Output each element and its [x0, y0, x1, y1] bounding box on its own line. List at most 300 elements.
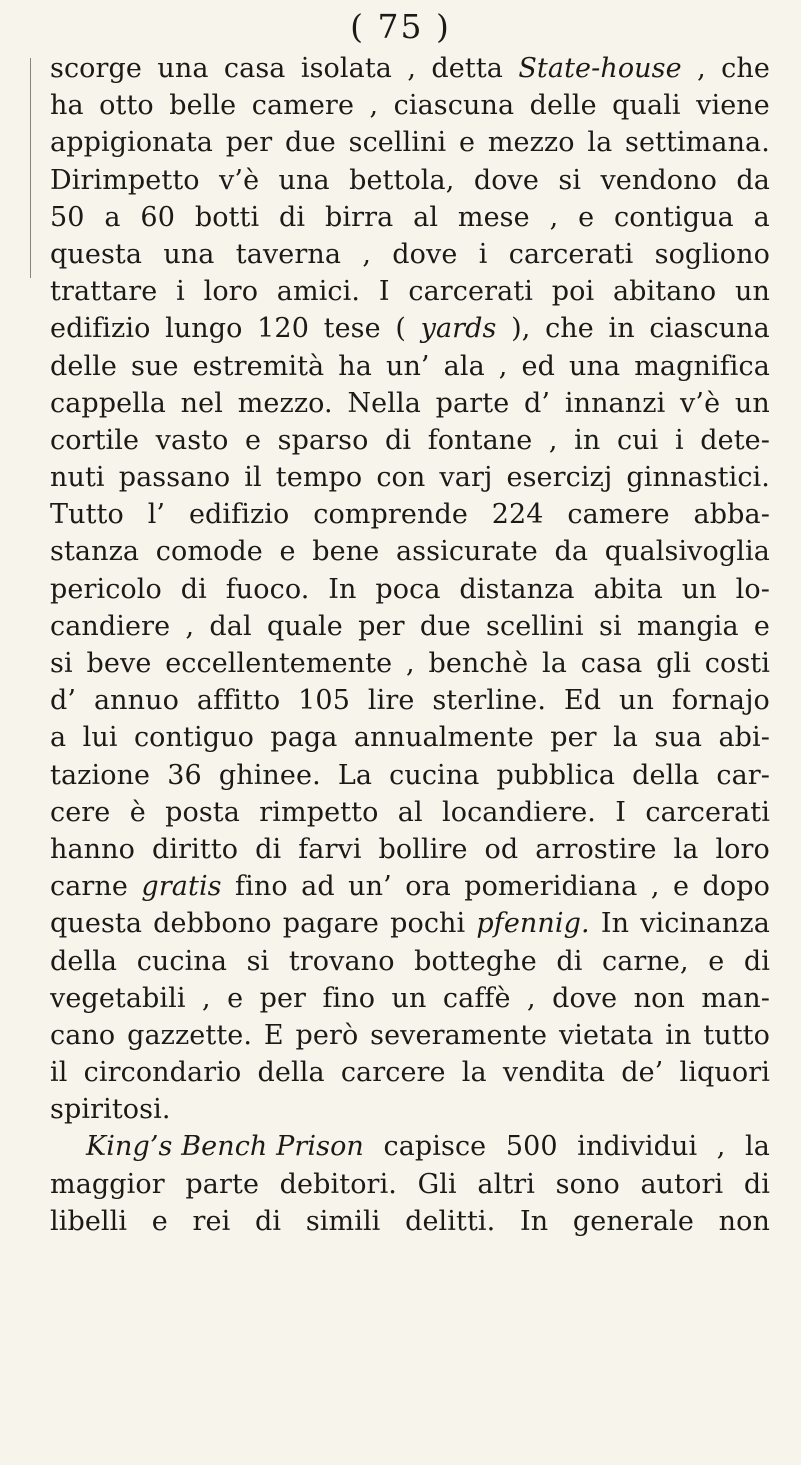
- word: E: [263, 1019, 284, 1051]
- word: farvi: [298, 833, 362, 865]
- word: man-: [701, 982, 770, 1014]
- word: a: [50, 722, 67, 754]
- word: ciascuna: [393, 90, 515, 122]
- word: debitori.: [279, 1168, 397, 1200]
- word: dal: [209, 610, 252, 642]
- word: la: [745, 1131, 770, 1163]
- word: fontane: [427, 424, 533, 456]
- word: e: [279, 536, 296, 568]
- word: 50: [50, 201, 85, 233]
- word: una: [278, 164, 330, 196]
- word: generale: [572, 1205, 694, 1237]
- text-line: [50, 719, 770, 756]
- word: contigua: [614, 201, 734, 233]
- word: d’: [50, 685, 77, 717]
- word: edifizio: [188, 499, 290, 531]
- word: ,: [185, 610, 195, 642]
- word: nuti: [50, 462, 105, 494]
- word: ,: [405, 648, 415, 679]
- text-line: [50, 757, 770, 794]
- word: la: [461, 1057, 487, 1089]
- word: candiere: [50, 610, 171, 642]
- word: benchè: [428, 648, 529, 679]
- word: ,: [697, 53, 706, 84]
- word: ha: [338, 350, 372, 382]
- word: edifizio: [50, 313, 151, 345]
- word: gazzette.: [127, 1019, 253, 1051]
- word: trattare: [50, 276, 158, 308]
- word: e: [151, 1205, 168, 1237]
- word: costi: [704, 648, 770, 679]
- word: 36: [167, 759, 202, 791]
- word: carne,: [602, 945, 689, 977]
- word: i: [176, 276, 185, 308]
- word: poi: [551, 276, 595, 308]
- text-line: [50, 980, 770, 1017]
- word: quali: [612, 90, 681, 122]
- word: casa: [580, 648, 643, 679]
- word: debbono: [153, 908, 272, 940]
- word: innanzi: [564, 387, 666, 419]
- word: annuo: [93, 685, 179, 717]
- word: eccellentemente: [165, 648, 393, 679]
- text-line: [50, 50, 770, 87]
- text-line: [50, 199, 770, 236]
- word: di: [255, 833, 282, 865]
- word: vegetabili: [50, 982, 186, 1014]
- text-line: [50, 496, 770, 533]
- word: tese: [323, 313, 381, 345]
- word: affitto: [196, 685, 281, 717]
- word: 500: [505, 1131, 558, 1163]
- word: 120: [257, 313, 309, 345]
- word: amici.: [276, 276, 361, 308]
- word: caffè: [442, 982, 511, 1014]
- word: botti: [194, 201, 260, 233]
- word: i: [674, 424, 684, 456]
- word: bene: [312, 536, 380, 568]
- word: si: [50, 648, 73, 679]
- word: 60: [140, 201, 175, 233]
- word: ha: [50, 90, 84, 122]
- word: v’è: [219, 164, 260, 196]
- word: l’: [147, 499, 166, 531]
- word: liquori: [679, 1057, 770, 1089]
- word: King’s Bench Prison: [86, 1131, 364, 1163]
- word: pericolo: [50, 573, 162, 605]
- word: carcerati: [645, 796, 770, 828]
- word: una: [163, 238, 215, 270]
- word: pochi: [390, 908, 466, 940]
- word: pubblica: [496, 759, 616, 791]
- word: poca: [375, 573, 441, 605]
- text-line: [50, 348, 770, 385]
- word: vendita: [502, 1057, 606, 1089]
- word: rei: [192, 1205, 231, 1237]
- word: ,: [650, 871, 660, 903]
- word: mezzo: [487, 127, 575, 159]
- word: pagare: [282, 908, 379, 940]
- word: ,: [202, 982, 211, 1014]
- word: sue: [131, 350, 179, 382]
- text-line: [50, 533, 770, 570]
- text-line: [50, 794, 770, 831]
- word: di: [743, 1168, 770, 1200]
- word: ,: [716, 1131, 726, 1163]
- word: carne: [50, 871, 128, 903]
- word: isolata: [300, 53, 392, 84]
- text-line: [50, 1166, 770, 1203]
- word: birra: [324, 201, 394, 233]
- word: vietata: [558, 1019, 654, 1051]
- word: è: [129, 796, 146, 828]
- word: In: [600, 908, 630, 940]
- word: magnifica: [634, 350, 770, 382]
- word: State-house: [518, 53, 682, 84]
- word: due: [284, 127, 336, 159]
- word: carcere: [340, 1057, 446, 1089]
- word: Nella: [347, 387, 421, 419]
- word: ,: [362, 238, 372, 270]
- word: parte: [435, 387, 510, 419]
- word: altri: [477, 1168, 536, 1200]
- word: vicinanza: [640, 908, 770, 940]
- word: arrostire: [535, 833, 657, 865]
- word: nel: [180, 387, 223, 419]
- text-line: [50, 310, 770, 347]
- word: maggior: [50, 1168, 165, 1200]
- word: locandiere.: [442, 796, 596, 828]
- word: distanza: [459, 573, 575, 605]
- word: individui: [577, 1131, 698, 1163]
- word: loro: [715, 833, 770, 865]
- word: 224: [491, 499, 544, 531]
- word: abba-: [693, 499, 770, 531]
- word: di: [279, 201, 306, 233]
- word: che: [721, 53, 770, 84]
- word: da: [554, 536, 589, 568]
- word: mese: [457, 201, 530, 233]
- word: camere: [251, 90, 355, 122]
- word: Ed: [563, 685, 602, 717]
- word: tempo: [275, 462, 363, 494]
- word: spiritosi.: [50, 1094, 171, 1126]
- word: un: [681, 573, 717, 605]
- word: simili: [305, 1205, 381, 1237]
- word: sono: [555, 1168, 620, 1200]
- word: scellini: [348, 127, 447, 159]
- word: una: [157, 53, 209, 84]
- word: lo-: [735, 573, 770, 605]
- text-line: [50, 273, 770, 310]
- word: per: [259, 982, 307, 1014]
- word: per: [550, 722, 597, 754]
- word: qualsivoglia: [604, 536, 770, 568]
- word: ,: [407, 53, 417, 84]
- word: sterline.: [432, 685, 547, 717]
- word: gratis: [141, 871, 222, 903]
- word: e: [459, 127, 476, 159]
- word: camere: [567, 499, 670, 531]
- word: tutto: [703, 1019, 770, 1051]
- word: di: [743, 945, 770, 977]
- word: vasto: [155, 424, 229, 456]
- word: v’è: [680, 387, 721, 419]
- word: di: [385, 424, 412, 456]
- word: circondario: [83, 1057, 242, 1089]
- text-line: [50, 385, 770, 422]
- word: un’: [348, 871, 392, 903]
- word: in: [665, 1019, 692, 1051]
- word: ciascuna: [649, 313, 770, 345]
- word: bettola,: [349, 164, 455, 196]
- word: e: [753, 610, 770, 642]
- word: settimana.: [625, 127, 770, 159]
- word: ),: [511, 313, 531, 345]
- word: questa: [50, 238, 143, 270]
- word: cano: [50, 1019, 116, 1051]
- word: cappella: [50, 387, 166, 419]
- word: cucina: [136, 945, 228, 977]
- word: Gli: [417, 1168, 457, 1200]
- text-line: [50, 1128, 770, 1165]
- word: i: [478, 238, 488, 270]
- word: dove: [473, 164, 539, 196]
- word: per: [358, 610, 405, 642]
- word: casa: [223, 53, 286, 84]
- word: fuoco.: [225, 573, 310, 605]
- word: posta: [165, 796, 240, 828]
- word: un: [391, 982, 427, 1014]
- word: loro: [203, 276, 259, 308]
- word: fornajo: [671, 685, 770, 717]
- word: a: [104, 201, 121, 233]
- word: tazione: [50, 759, 151, 791]
- text-line: [50, 831, 770, 868]
- text-line: [50, 459, 770, 496]
- word: lungo: [165, 313, 243, 345]
- word: quale: [266, 610, 343, 642]
- word: I: [378, 276, 390, 308]
- word: scellini: [486, 610, 584, 642]
- body-text: [50, 50, 770, 1240]
- word: ghinee.: [218, 759, 321, 791]
- word: fino: [322, 982, 376, 1014]
- text-line: [50, 682, 770, 719]
- word: estremità: [192, 350, 325, 382]
- word: assicurate: [395, 536, 538, 568]
- word: carcerati: [408, 276, 533, 308]
- word: di: [180, 573, 207, 605]
- word: trovano: [288, 945, 395, 977]
- word: della: [50, 945, 118, 977]
- word: viene: [696, 90, 770, 122]
- word: ,: [548, 424, 558, 456]
- word: ed: [521, 350, 555, 382]
- word: si: [598, 610, 622, 642]
- word: si: [558, 164, 582, 196]
- word: un: [619, 685, 655, 717]
- word: questa: [50, 908, 143, 940]
- word: Dirimpetto: [50, 164, 200, 196]
- word: pfennig.: [476, 908, 590, 940]
- text-line: [50, 87, 770, 124]
- word: esercizj: [506, 462, 613, 494]
- text-line: [50, 645, 770, 682]
- word: bollire: [378, 833, 468, 865]
- word: e: [227, 982, 244, 1014]
- word: cucina: [389, 759, 480, 791]
- word: cui: [616, 424, 659, 456]
- word: sogliono: [654, 238, 770, 270]
- word: per: [225, 127, 273, 159]
- word: severamente: [370, 1019, 548, 1051]
- word: La: [337, 759, 373, 791]
- word: la: [542, 648, 567, 679]
- text-line: [50, 1091, 770, 1128]
- text-line: [50, 608, 770, 645]
- word: appigionata: [50, 127, 214, 159]
- word: mezzo.: [237, 387, 333, 419]
- word: belle: [169, 90, 237, 122]
- word: e: [672, 871, 690, 903]
- word: abi-: [718, 722, 770, 754]
- word: mangia: [636, 610, 739, 642]
- word: comode: [155, 536, 263, 568]
- word: delle: [529, 90, 597, 122]
- text-line: [50, 1054, 770, 1091]
- word: dove: [392, 238, 458, 270]
- word: di: [556, 945, 583, 977]
- word: paga: [270, 722, 338, 754]
- word: ,: [369, 90, 379, 122]
- text-line: [50, 124, 770, 161]
- word: sparso: [277, 424, 369, 456]
- word: lui: [82, 722, 118, 754]
- word: la: [613, 722, 638, 754]
- word: e: [708, 945, 725, 977]
- word: ad: [301, 871, 335, 903]
- word: con: [376, 462, 426, 494]
- word: 105: [298, 685, 350, 717]
- word: ,: [549, 201, 559, 233]
- word: pomeridiana: [464, 871, 638, 903]
- word: una: [568, 350, 621, 382]
- word: si: [246, 945, 270, 977]
- word: In: [328, 573, 357, 605]
- word: hanno: [50, 833, 136, 865]
- word: autori: [640, 1168, 724, 1200]
- word: dopo: [702, 871, 770, 903]
- word: passano: [118, 462, 231, 494]
- word: un: [735, 276, 770, 308]
- word: ,: [498, 350, 508, 382]
- word: fino: [235, 871, 288, 903]
- word: cere: [50, 796, 111, 828]
- word: al: [413, 201, 439, 233]
- word: varj: [439, 462, 493, 494]
- word: il: [244, 462, 262, 494]
- word: la: [673, 833, 699, 865]
- word: vendono: [600, 164, 717, 196]
- word: I: [615, 796, 627, 828]
- word: d’: [524, 387, 551, 419]
- word: rimpetto: [259, 796, 379, 828]
- word: otto: [99, 90, 154, 122]
- word: e: [245, 424, 262, 456]
- word: un: [734, 387, 770, 419]
- word: da: [736, 164, 770, 196]
- word: dete-: [700, 424, 770, 456]
- word: non: [633, 982, 685, 1014]
- text-line: [50, 571, 770, 608]
- word: In: [520, 1205, 549, 1237]
- text-line: [50, 868, 770, 905]
- word: e: [578, 201, 595, 233]
- word: della: [632, 759, 700, 791]
- word: libelli: [50, 1205, 128, 1237]
- margin-rule: [30, 58, 31, 278]
- word: carcerati: [508, 238, 634, 270]
- word: delitti.: [405, 1205, 496, 1237]
- word: ginnastici.: [626, 462, 770, 494]
- word: stanza: [50, 536, 140, 568]
- word: delle: [50, 350, 118, 382]
- word: lire: [367, 685, 415, 717]
- word: yards: [420, 313, 497, 345]
- word: scorge: [50, 53, 143, 84]
- word: di: [255, 1205, 282, 1237]
- word: botteghe: [414, 945, 537, 977]
- word: cortile: [50, 424, 140, 456]
- word: però: [295, 1019, 359, 1051]
- word: che: [545, 313, 594, 345]
- word: car-: [716, 759, 770, 791]
- word: in: [608, 313, 635, 345]
- word: detta: [431, 53, 503, 84]
- word: non: [718, 1205, 770, 1237]
- word: od: [484, 833, 519, 865]
- word: ,: [527, 982, 536, 1014]
- word: diritto: [152, 833, 239, 865]
- word: un’: [385, 350, 430, 382]
- text-line: [50, 162, 770, 199]
- word: parte: [185, 1168, 260, 1200]
- word: abitano: [612, 276, 717, 308]
- text-line: [50, 236, 770, 273]
- word: capisce: [383, 1131, 487, 1163]
- word: della: [257, 1057, 325, 1089]
- word: in: [574, 424, 601, 456]
- word: Tutto: [50, 499, 124, 531]
- word: il: [50, 1057, 68, 1089]
- word: la: [587, 127, 613, 159]
- word: (: [395, 313, 406, 345]
- word: dove: [552, 982, 618, 1014]
- word: taverna: [235, 238, 342, 270]
- word: due: [419, 610, 471, 642]
- word: de’: [621, 1057, 664, 1089]
- word: comprende: [313, 499, 468, 531]
- word: a: [753, 201, 770, 233]
- word: al: [397, 796, 423, 828]
- word: ora: [405, 871, 451, 903]
- word: contiguo: [133, 722, 254, 754]
- word: gli: [656, 648, 691, 679]
- word: annualmente: [353, 722, 534, 754]
- text-line: [50, 1017, 770, 1054]
- word: abita: [593, 573, 663, 605]
